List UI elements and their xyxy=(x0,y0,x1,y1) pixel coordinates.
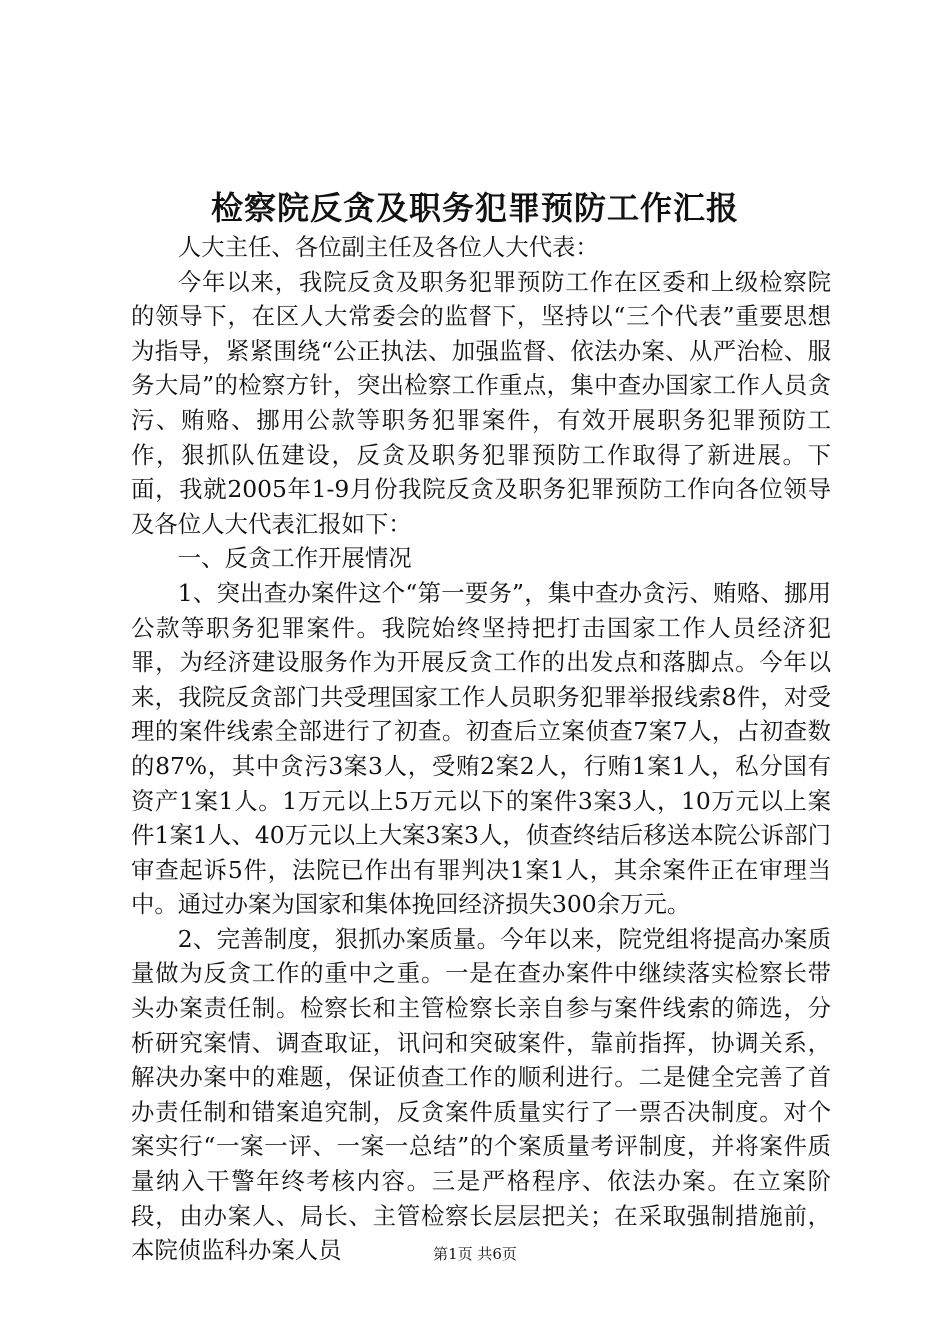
document-title: 检察院反贪及职务犯罪预防工作汇报 xyxy=(210,189,739,227)
salutation-paragraph: 人大主任、各位副主任及各位人大代表： xyxy=(177,233,599,261)
section-heading: 一、反贪工作开展情况 xyxy=(177,544,412,573)
body-paragraph: 2、完善制度，狠抓办案质量。今年以来，院党组将提高办案质量做为反贪工作的重中之重。一是在查办案件中继续落实检察长带头办案责任制。检察长和主管检察长亲自参与案件线索的筛选，分析研究案情、调查取证，讯问和突破案件，靠前指挥，协调关系，解决办案中的难题，保证侦查工作的顺利进行。二是健全完善了首办责任制和错案追究制，反贪案件质量实行了一票否决制度。对个案实行“一案一评、一案一总结”的个案质量考评制度，并将案件质量纳入干警年终考核内容。三是严格程序、依法办案。在立案阶段，由办案人、局长、主管检察长层层把关；在采取强制措施前，本院侦监科办案人员 xyxy=(131,924,831,1265)
page-number-footer: 第1页 共6页 xyxy=(433,1245,517,1263)
document-body xyxy=(131,230,831,1268)
body-paragraph: 1、突出查办案件这个“第一要务”，集中查办贪污、贿赂、挪用公款等职务犯罪案件。我院始终坚持把打击国家工作人员经济犯罪，为经济建设服务作为开展反贪工作的出发点和落脚点。今年以来，我院反贪部门共受理国家工作人员职务犯罪举报线索8件，对受理的案件线索全部进行了初查。初查后立案侦查7案7人，占初查数的87%，其中贪污3案3人，受贿2案2人，行贿1案1人，私分国有资产1案1人。1万元以上5万元以下的案件3案3人，10万元以上案件1案1人、40万元以上大案3案3人，侦查终结后移送本院公诉部门审查起诉5件，法院已作出有罪判决1案1人，其余案件正在审理当中。通过办案为国家和集体挽回经济损失300余万元。 xyxy=(131,578,831,919)
intro-paragraph: 今年以来，我院反贪及职务犯罪预防工作在区委和上级检察院的领导下，在区人大常委会的监督下，坚持以“三个代表”重要思想为指导，紧紧围绕“公正执法、加强监督、依法办案、从严治检、服务大局”的检察方针，突出检察工作重点，集中查办国家工作人员贪污、贿赂、挪用公款等职务犯罪案件，有效开展职务犯罪预防工作，狠抓队伍建设，反贪及职务犯罪预防工作取得了新进展。下面，我就2005年1-9月份我院反贪及职务犯罪预防工作向各位领导及各位人大代表汇报如下： xyxy=(131,267,831,538)
